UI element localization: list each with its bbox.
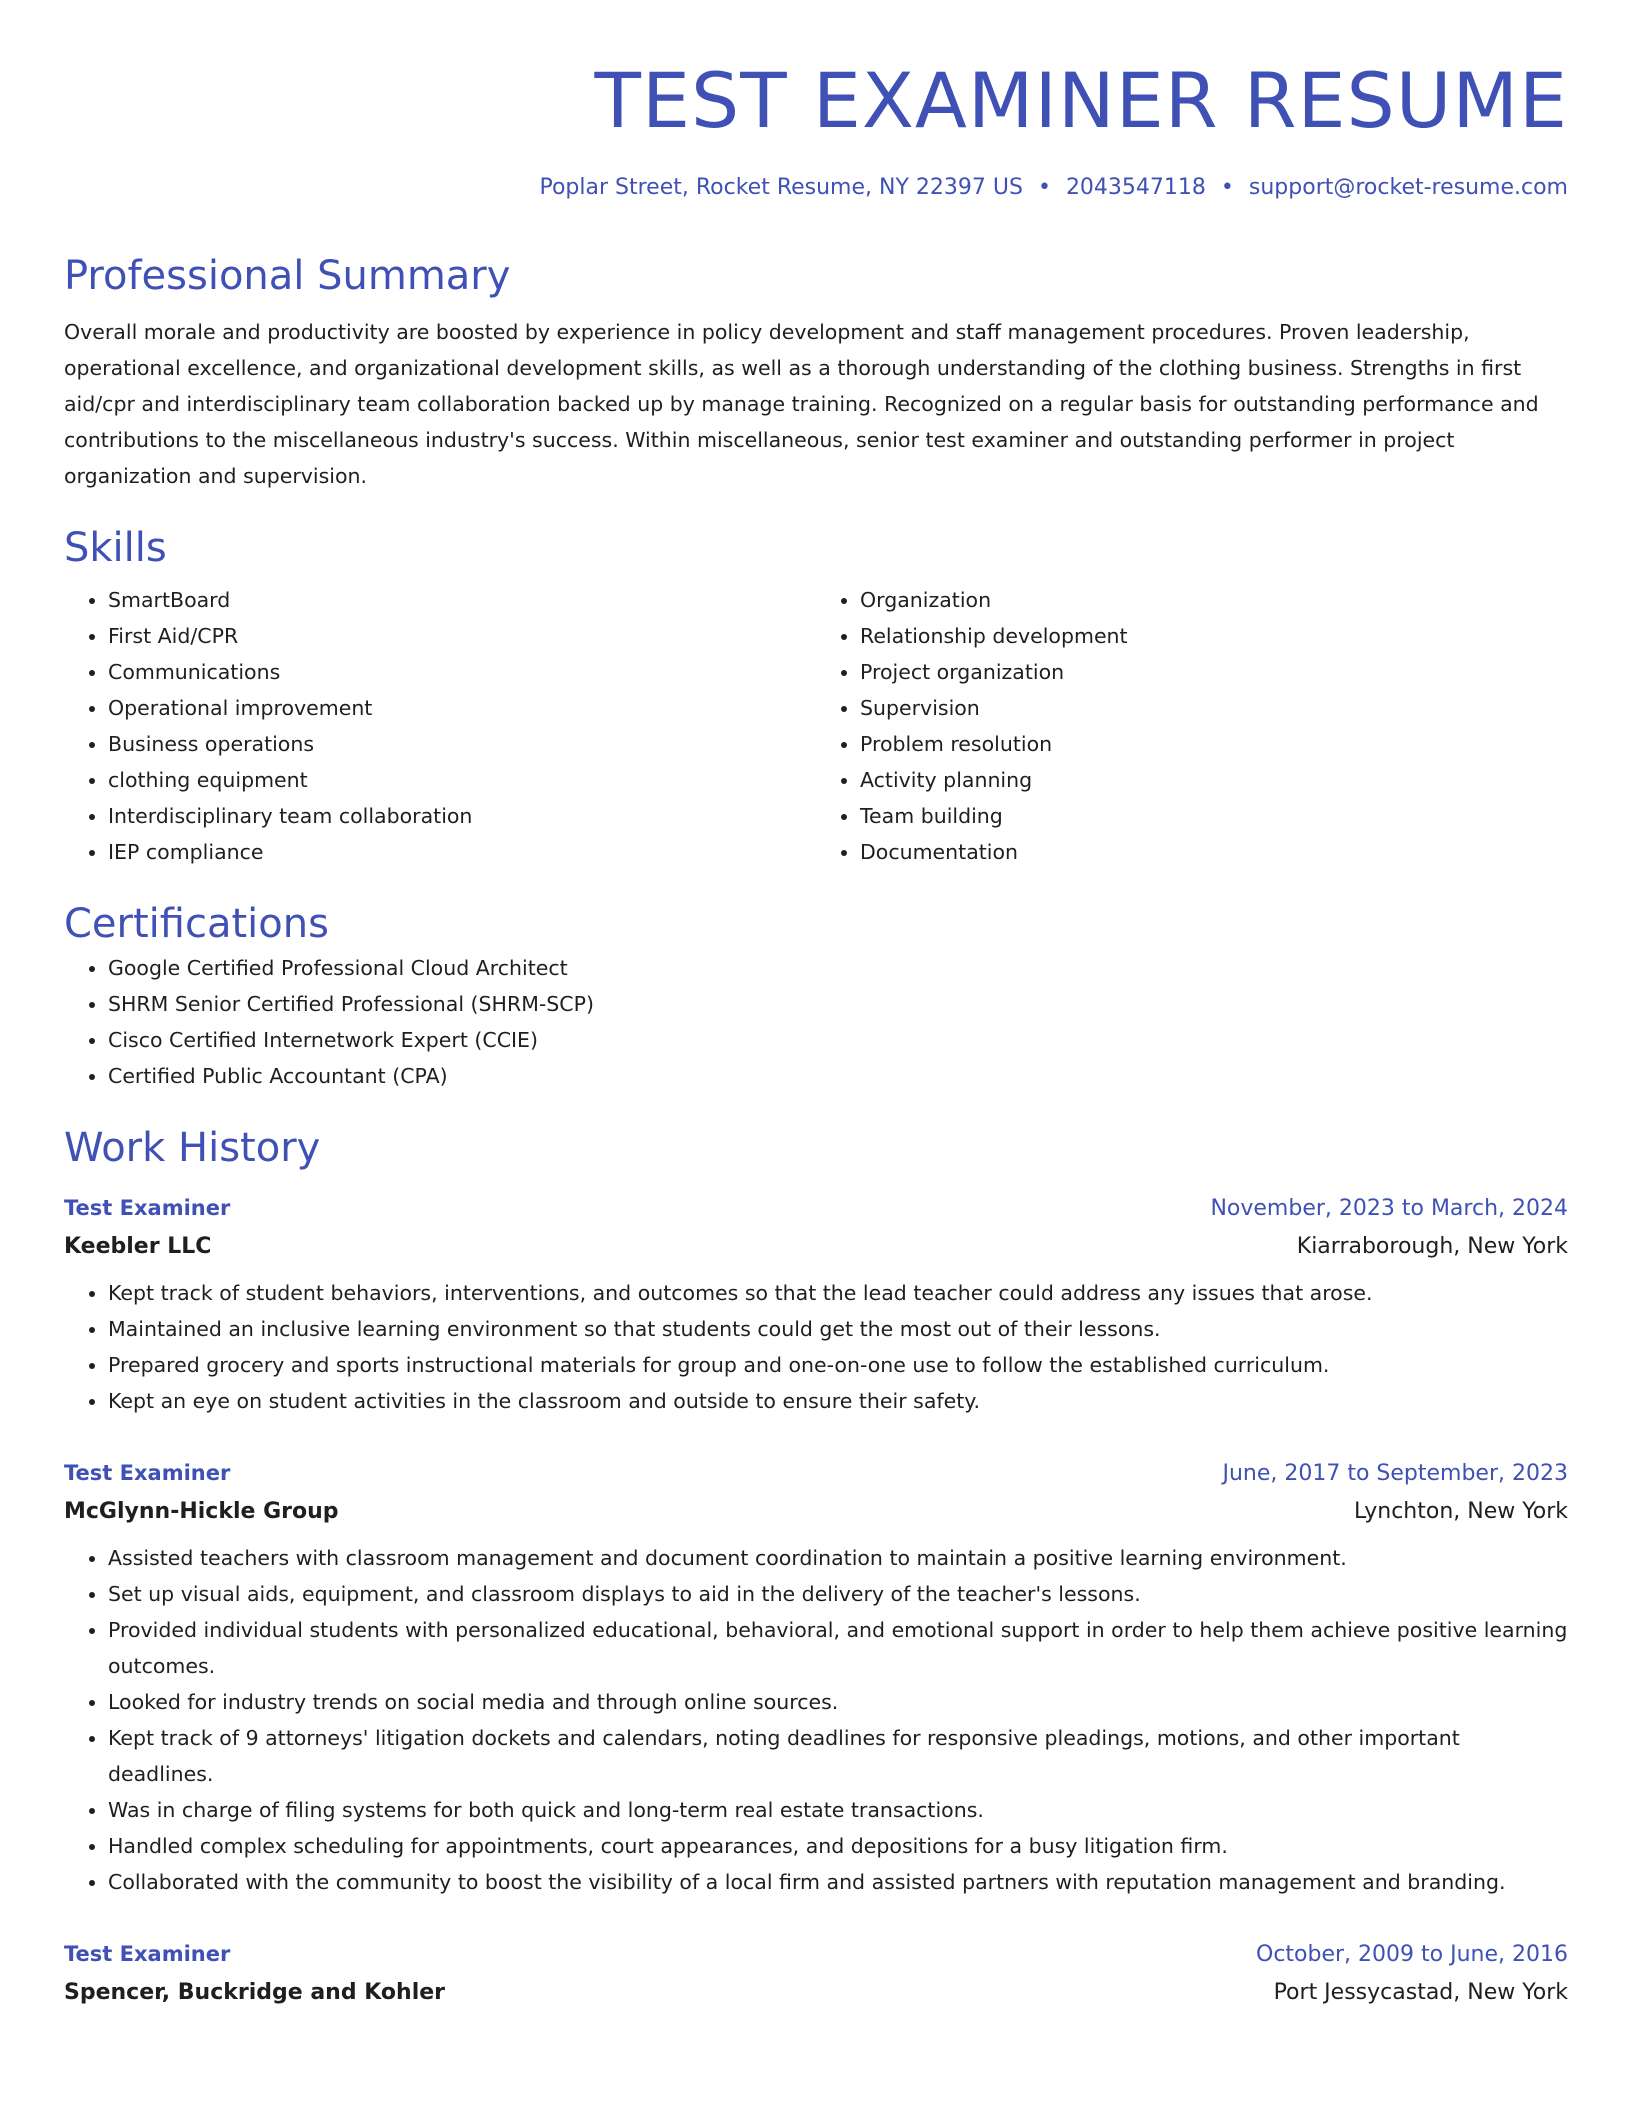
skill-item: • clothing equipment (108, 762, 816, 798)
certifications-heading: Certifications (64, 901, 329, 947)
job-location: Lynchton, New York (1354, 1499, 1568, 1524)
job-duty: • Set up visual aids, equipment, and classroom displays to aid in the delivery of the teacher's lessons. (108, 1576, 1568, 1612)
summary-text: Overall morale and productivity are boosted by experience in policy development and staff management procedures. Proven leadership, operational excellence, and organizational development skills, as well as a thorough understanding of the clothing business. Strengths in first aid/cpr and interdisciplinary team collaboration backed up by manage training. Recognized on a regular basis for outstanding performance and contributions to the miscellaneous industry's success. Within miscellaneous, senior test examiner and outstanding performer in project organization and supervision. (64, 320, 1539, 488)
certification-item: • Cisco Certified Internetwork Expert (CCIE) (108, 1022, 1568, 1058)
certification-item: • Google Certified Professional Cloud Architect (108, 950, 1568, 986)
job-title: Test Examiner (64, 1942, 231, 1966)
job-duty: • Prepared grocery and sports instructional materials for group and one-on-one use to follow the established curriculum. (108, 1347, 1568, 1383)
certification-item: • SHRM Senior Certified Professional (SHRM-SCP) (108, 986, 1568, 1022)
skill-item: • Documentation (860, 834, 1568, 870)
job-location: Kiarraborough, New York (1296, 1234, 1568, 1259)
resume-name: TEST EXAMINER RESUME (594, 56, 1568, 145)
summary-heading: Professional Summary (64, 253, 511, 299)
job-title: Test Examiner (64, 1461, 231, 1485)
job-entry (64, 1936, 1568, 2013)
skills-list-right (816, 582, 1568, 870)
job-company-row (64, 1492, 1568, 1532)
job-company: Keebler LLC (64, 1234, 212, 1259)
job-company: McGlynn-Hickle Group (64, 1499, 339, 1524)
job-entry (64, 1190, 1568, 1419)
contact-email[interactable]: support@rocket-resume.com (1248, 175, 1568, 200)
job-dates: November, 2023 to March, 2024 (1210, 1196, 1568, 1221)
skill-item: • IEP compliance (108, 834, 816, 870)
job-duty: • Assisted teachers with classroom management and document coordination to maintain a positive learning environment. (108, 1540, 1568, 1576)
contact-separator: • (1037, 175, 1051, 200)
job-location: Port Jessycastad, New York (1273, 1980, 1568, 2005)
skill-item: • Activity planning (860, 762, 1568, 798)
job-duties (64, 1275, 1568, 1419)
skill-item: • Business operations (108, 726, 816, 762)
job-title: Test Examiner (64, 1196, 231, 1220)
job-entry (64, 1455, 1568, 1900)
job-duty: • Collaborated with the community to boost the visibility of a local firm and assisted partners with reputation management and branding. (108, 1864, 1568, 1900)
certification-item: • Certified Public Accountant (CPA) (108, 1058, 1568, 1094)
contact-phone[interactable]: 2043547118 (1065, 175, 1206, 200)
job-header-row (64, 1455, 1568, 1492)
contact-address: Poplar Street, Rocket Resume, NY 22397 US (539, 175, 1023, 200)
job-company: Spencer, Buckridge and Kohler (64, 1980, 446, 2005)
skills-heading: Skills (64, 525, 167, 571)
skill-item: • Operational improvement (108, 690, 816, 726)
job-company-row (64, 1973, 1568, 2013)
job-header-row (64, 1190, 1568, 1227)
skill-item: • Communications (108, 654, 816, 690)
skill-item: • Problem resolution (860, 726, 1568, 762)
job-duty: • Kept track of 9 attorneys' litigation dockets and calendars, noting deadlines for responsive pleadings, motions, and other important deadlines. (108, 1720, 1568, 1792)
skill-item: • Organization (860, 582, 1568, 618)
contact-separator: • (1220, 175, 1234, 200)
skill-item: • Team building (860, 798, 1568, 834)
skill-item: • Relationship development (860, 618, 1568, 654)
skills-list-left (64, 582, 816, 870)
job-duty: • Kept track of student behaviors, interventions, and outcomes so that the lead teacher could address any issues that arose. (108, 1275, 1568, 1311)
job-company-row (64, 1227, 1568, 1267)
contact-line (64, 172, 1568, 204)
skill-item: • Project organization (860, 654, 1568, 690)
skill-item: • SmartBoard (108, 582, 816, 618)
job-duty: • Maintained an inclusive learning environment so that students could get the most out of their lessons. (108, 1311, 1568, 1347)
job-header-row (64, 1936, 1568, 1973)
work-history-heading: Work History (64, 1125, 321, 1171)
job-duty: • Was in charge of filing systems for both quick and long-term real estate transactions. (108, 1792, 1568, 1828)
job-duty: • Looked for industry trends on social media and through online sources. (108, 1684, 1568, 1720)
job-duties (64, 1540, 1568, 1900)
job-duty: • Provided individual students with personalized educational, behavioral, and emotional support in order to help them achieve positive learning outcomes. (108, 1612, 1568, 1684)
job-duty: • Kept an eye on student activities in the classroom and outside to ensure their safety. (108, 1383, 1568, 1419)
job-dates: October, 2009 to June, 2016 (1256, 1942, 1568, 1967)
skills-columns (64, 582, 1568, 870)
job-dates: June, 2017 to September, 2023 (1222, 1461, 1568, 1486)
skill-item: • Interdisciplinary team collaboration (108, 798, 816, 834)
skill-item: • Supervision (860, 690, 1568, 726)
job-duty: • Handled complex scheduling for appointments, court appearances, and depositions for a busy litigation firm. (108, 1828, 1568, 1864)
certifications-list (64, 950, 1568, 1094)
skill-item: • First Aid/CPR (108, 618, 816, 654)
